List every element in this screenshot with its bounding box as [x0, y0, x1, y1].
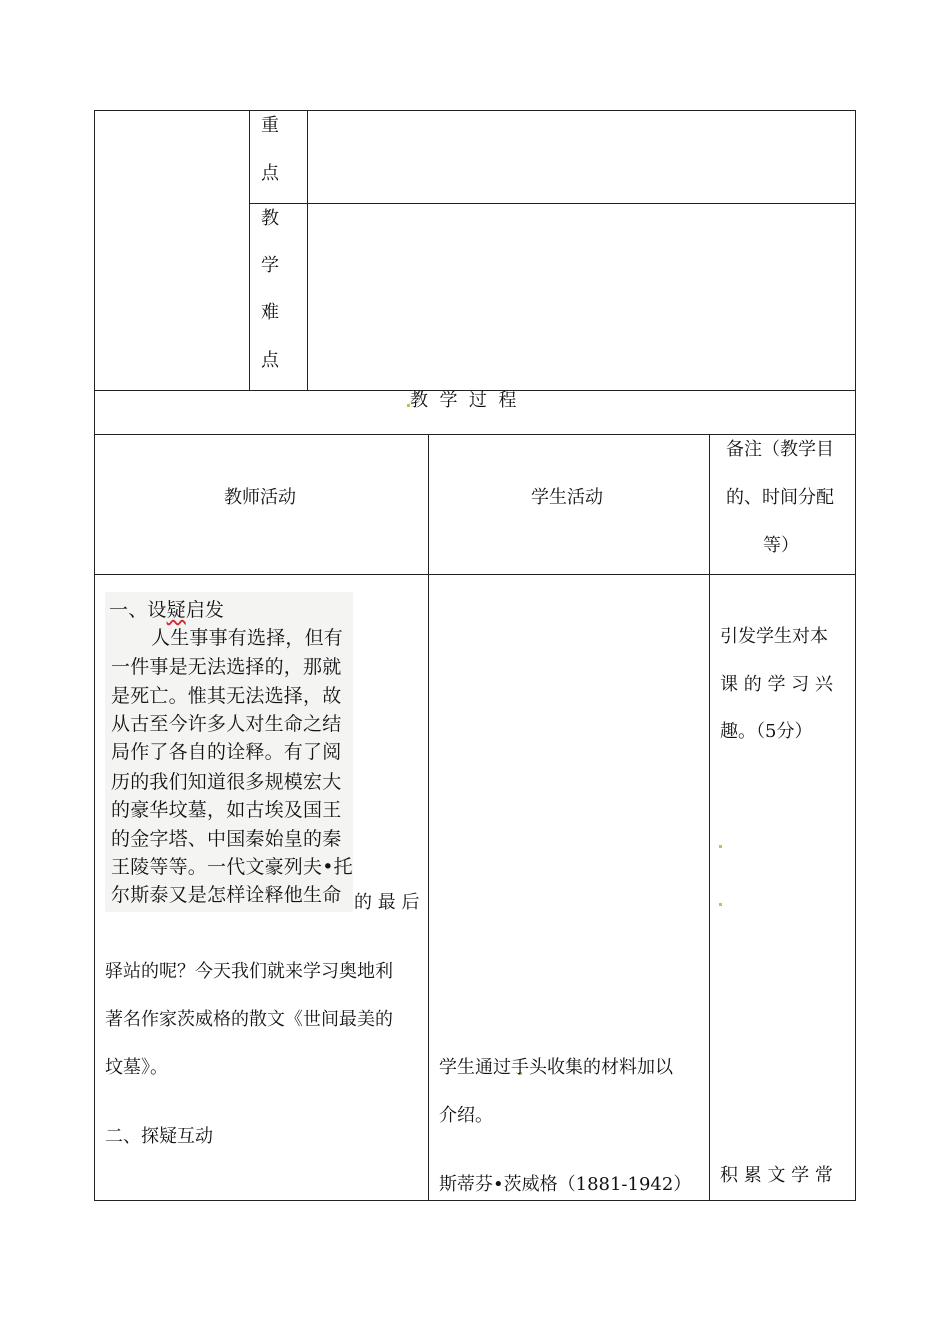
marker-dot — [719, 903, 722, 906]
difficulties-label-char: 难 — [261, 302, 279, 323]
note-line: 引发学生对本 — [720, 626, 828, 647]
main-table-divider-2 — [709, 434, 710, 1201]
main-table-divider-1 — [428, 434, 429, 1201]
key-points-label-char: 点 — [261, 163, 279, 184]
image-text-line: 的金字塔、中国秦始皇的秦 — [111, 828, 342, 850]
key-points-label-char: 重 — [261, 115, 279, 136]
note-line: 课 的 学 习 兴 — [720, 674, 833, 695]
image-text-line: 是死亡。惟其无法选择，故 — [111, 685, 342, 707]
notes-header-line: 等） — [763, 535, 799, 556]
section-heading: 一、设疑启发 — [109, 599, 225, 621]
note-line: 趣。（5分） — [720, 721, 813, 742]
note-line: 积 累 文 学 常 — [720, 1165, 833, 1186]
top-table — [94, 110, 856, 391]
teacher-text-line: 驿站的呢？今天我们就来学习奥地利 — [105, 961, 393, 982]
teacher-text-line: 著名作家茨威格的散文《世间最美的 — [105, 1009, 393, 1030]
spellcheck-underline: 疑 — [166, 599, 186, 621]
teacher-text-line: 坟墓》。 — [105, 1057, 168, 1078]
image-text-line: 人生事事有选择，但有 — [151, 627, 344, 649]
author-line: 斯蒂芬•茨威格（1881-1942） — [439, 1174, 692, 1195]
top-table-divider-1 — [249, 110, 250, 391]
intro-text-image — [105, 592, 353, 912]
teacher-activity-header: 教师活动 — [224, 487, 296, 508]
image-text-line: 王陵等等。一代文豪列夫•托 — [111, 856, 353, 878]
teacher-text-tail: 的 最 后 — [354, 892, 420, 913]
top-table-row-divider — [249, 203, 856, 204]
image-text-line: 的豪华坟墓，如古埃及国王 — [111, 799, 342, 821]
student-activity-header: 学生活动 — [531, 487, 603, 508]
image-text-line: 历的我们知道很多规模宏大 — [111, 771, 342, 793]
notes-header-line: 的、时间分配 — [726, 487, 834, 508]
difficulties-label-char: 点 — [261, 350, 279, 371]
image-text-line: 从古至今许多人对生命之结 — [111, 713, 342, 735]
difficulties-label-char: 教 — [261, 208, 279, 229]
notes-header-line: 备注（教学目 — [726, 439, 834, 460]
top-table-divider-2 — [307, 110, 308, 391]
image-text-line: 尔斯泰又是怎样诠释他生命 — [111, 884, 342, 906]
marker-dot — [719, 845, 722, 848]
image-text-line: 局作了各自的诠释。有了阅 — [111, 741, 342, 763]
process-title: 教 学 过 程 — [410, 390, 517, 411]
image-text-line: 一件事是无法选择的，那就 — [111, 656, 342, 678]
difficulties-label-char: 学 — [261, 255, 279, 276]
student-text-line: 介绍。 — [439, 1105, 493, 1126]
student-text-line: 学生通过手头收集的材料加以 — [439, 1057, 673, 1078]
section-heading: 二、探疑互动 — [105, 1126, 213, 1147]
main-table-header-divider — [94, 574, 856, 575]
